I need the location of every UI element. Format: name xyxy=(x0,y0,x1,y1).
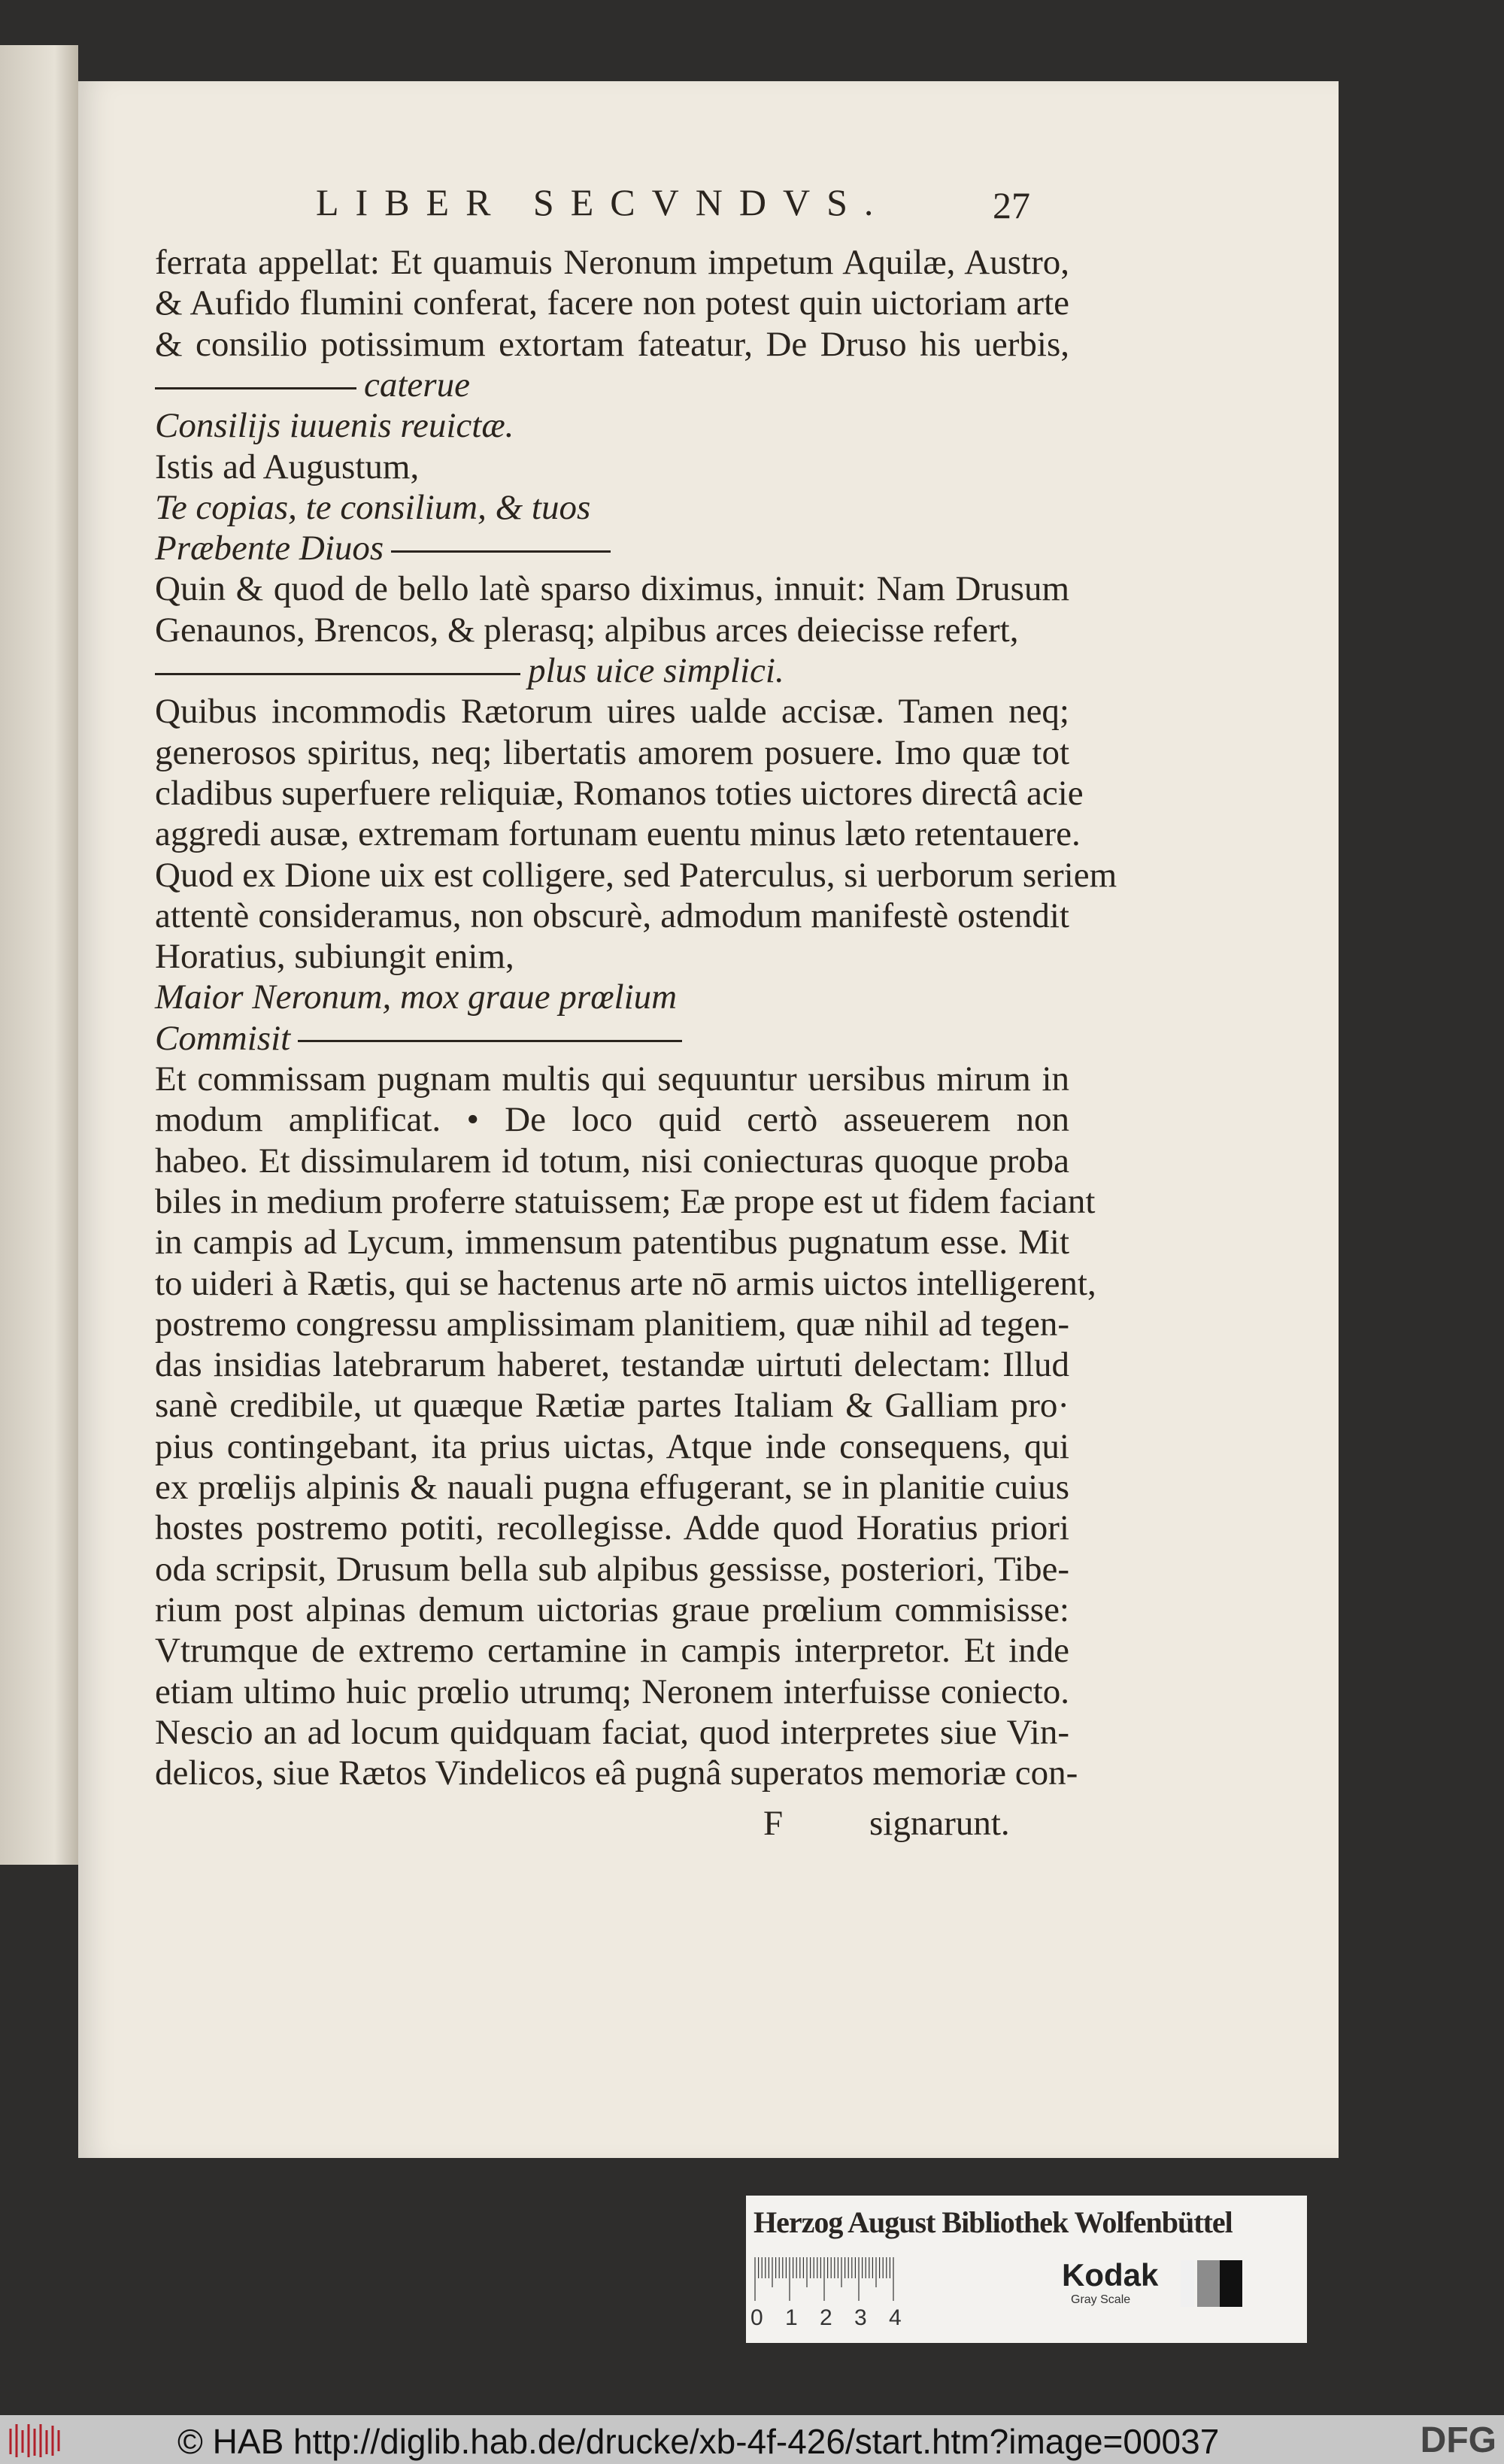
line-text: & consilio potissimum extortam fateatur, De Druso his uerbis, xyxy=(155,324,1069,364)
line-text: attentè consideramus, non obscurè, admodum manifestè ostendit xyxy=(155,896,1069,935)
text-line xyxy=(155,1263,1096,1304)
text-line xyxy=(155,1549,1069,1590)
line-text: plus uice simplici. xyxy=(528,651,784,690)
line-text: postremo congressu amplissimam planitiem, quæ nihil ad tegen- xyxy=(155,1304,1069,1344)
gray-swatch xyxy=(1197,2260,1220,2307)
ruler-number: 2 xyxy=(820,2305,832,2330)
line-text: Maior Neronum, mox graue prœlium xyxy=(155,977,678,1017)
line-text: rium post alpinas demum uictorias graue prœlium commisisse: xyxy=(155,1590,1069,1629)
text-line xyxy=(155,365,1069,405)
library-name: Herzog August Bibliothek Wolfenbüttel xyxy=(754,2205,1233,2239)
text-line xyxy=(155,324,1069,365)
line-text: delicos, siue Rætos Vindelicos eâ pugnâ superatos memoriæ con- xyxy=(155,1753,1078,1793)
white-swatch xyxy=(1181,2260,1194,2307)
line-text: Horatius, subiungit enim, xyxy=(155,937,514,977)
text-line xyxy=(155,691,1069,732)
hab-logo-icon xyxy=(5,2421,65,2459)
text-line xyxy=(155,896,1069,936)
dfg-logo: DFG xyxy=(1420,2420,1496,2460)
ruler-number: 0 xyxy=(750,2305,763,2330)
text-line xyxy=(155,1753,1078,1793)
text-line xyxy=(155,814,1081,854)
text-line xyxy=(155,528,1069,568)
text-line xyxy=(155,242,1069,283)
line-text: Præbente Diuos xyxy=(155,529,384,568)
black-swatch xyxy=(1220,2260,1242,2307)
text-line xyxy=(155,1712,1069,1753)
line-text: cladibus superfuere reliquiæ, Romanos toties uictores directâ acie xyxy=(155,773,1084,813)
line-text: das insidias latebrarum haberet, testandæ uirtuti delectam: Illud xyxy=(155,1345,1069,1385)
line-text: Nescio an ad locum quidquam faciat, quod interpretes siue Vin- xyxy=(155,1712,1069,1752)
text-line xyxy=(155,1426,1069,1467)
line-text: in campis ad Lycum, immensum patentibus pugnatum esse. Mit xyxy=(155,1223,1069,1262)
line-text: generosos spiritus, neq; libertatis amorem posuere. Imo quæ tot xyxy=(155,732,1069,772)
verse-rule xyxy=(155,673,520,675)
text-line xyxy=(155,732,1069,773)
gray-scale-label: Gray Scale xyxy=(1071,2293,1131,2306)
line-text: caterue xyxy=(364,365,470,405)
text-line xyxy=(155,1630,1069,1671)
text-line xyxy=(155,650,1069,691)
line-text: hostes postremo potiti, recollegisse. Adde quod Horatius priori xyxy=(155,1508,1069,1548)
text-line xyxy=(155,1671,1069,1712)
library-color-target xyxy=(746,2196,1307,2343)
line-text: & Aufido flumini conferat, facere non potest quin uictoriam arte xyxy=(155,283,1069,323)
catchword: signarunt. xyxy=(869,1804,1010,1843)
line-text: Quin & quod de bello latè sparso diximus, innuit: Nam Drusum xyxy=(155,569,1069,609)
ruler-number: 3 xyxy=(854,2305,867,2330)
line-text: etiam ultimo huic prœlio utrumq; Neronem interfuisse coniecto. xyxy=(155,1671,1069,1711)
verse-rule xyxy=(155,387,356,389)
text-line xyxy=(155,1181,1096,1222)
text-line xyxy=(155,1099,1069,1140)
text-line xyxy=(155,936,1069,977)
text-line xyxy=(155,1385,1069,1426)
kodak-brand: Kodak xyxy=(1062,2257,1159,2293)
line-text: Commisit xyxy=(155,1018,291,1058)
line-text: modum amplificat. • De loco quid certò asseuerem non xyxy=(155,1100,1069,1140)
ruler-number: 4 xyxy=(889,2305,902,2330)
verse-rule xyxy=(391,550,611,553)
line-text: oda scripsit, Drusum bella sub alpibus gessisse, posteriori, Tibe- xyxy=(155,1549,1069,1589)
line-text: ferrata appellat: Et quamuis Neronum impetum Aquilæ, Austro, xyxy=(155,243,1069,282)
text-line xyxy=(155,568,1069,609)
permalink[interactable]: © HAB http://diglib.hab.de/drucke/xb-4f-426/start.htm?image=00037 xyxy=(177,2422,1220,2461)
verse-rule xyxy=(298,1040,682,1042)
signature-mark: F xyxy=(763,1804,784,1843)
ruler-scale xyxy=(754,2257,898,2302)
text-line xyxy=(155,1018,1069,1059)
text-line xyxy=(155,487,1069,528)
text-line xyxy=(155,1141,1069,1181)
footer-bar xyxy=(0,2415,1504,2464)
line-text: Te copias, te consilium, & tuos xyxy=(155,487,591,527)
page-number: 27 xyxy=(993,184,1030,226)
line-text: Consilijs iuuenis reuictæ. xyxy=(155,406,514,446)
line-text: Vtrumque de extremo certamine in campis interpretor. Et inde xyxy=(155,1631,1069,1671)
line-text: to uideri à Rætis, qui se hactenus arte nō armis uictos intelligerent, xyxy=(155,1263,1096,1303)
ruler-number: 1 xyxy=(785,2305,798,2330)
text-line xyxy=(155,283,1069,323)
line-text: aggredi ausæ, extremam fortunam euentu minus læto retentauere. xyxy=(155,814,1081,854)
text-line xyxy=(155,1508,1069,1548)
text-line xyxy=(155,610,1069,650)
line-text: ex prœlijs alpinis & nauali pugna effugerant, se in planitie cuius xyxy=(155,1468,1069,1507)
text-line xyxy=(155,855,1117,896)
line-text: Quod ex Dione uix est colligere, sed Paterculus, si uerborum seriem xyxy=(155,855,1117,895)
text-line xyxy=(155,1467,1069,1508)
text-line xyxy=(155,773,1084,814)
text-line xyxy=(155,1344,1069,1385)
previous-page-edge xyxy=(0,45,78,1865)
line-text: pius contingebant, ita prius uictas, Atque inde consequens, qui xyxy=(155,1426,1069,1466)
line-text: sanè credibile, ut quæque Rætiæ partes Italiam & Galliam pro· xyxy=(155,1386,1069,1426)
text-line xyxy=(155,405,1069,446)
text-line xyxy=(155,1059,1069,1099)
line-text: Istis ad Augustum, xyxy=(155,447,420,486)
text-line xyxy=(155,1222,1069,1262)
text-line xyxy=(155,447,1069,487)
line-text: Genaunos, Brencos, & plerasq; alpibus arces deiecisse refert, xyxy=(155,610,1019,650)
text-line xyxy=(155,1590,1069,1630)
running-head: LIBER SECVNDVS. xyxy=(316,181,890,223)
text-line xyxy=(155,977,1069,1017)
line-text: Et commissam pugnam multis qui sequuntur uersibus mirum in xyxy=(155,1059,1069,1099)
line-text: Quibus incommodis Rætorum uires ualde accisæ. Tamen neq; xyxy=(155,692,1069,732)
line-text: habeo. Et dissimularem id totum, nisi coniecturas quoque proba xyxy=(155,1141,1069,1180)
text-line xyxy=(155,1304,1069,1344)
line-text: biles in medium proferre statuissem; Eæ prope est ut fidem faciant xyxy=(155,1181,1096,1221)
